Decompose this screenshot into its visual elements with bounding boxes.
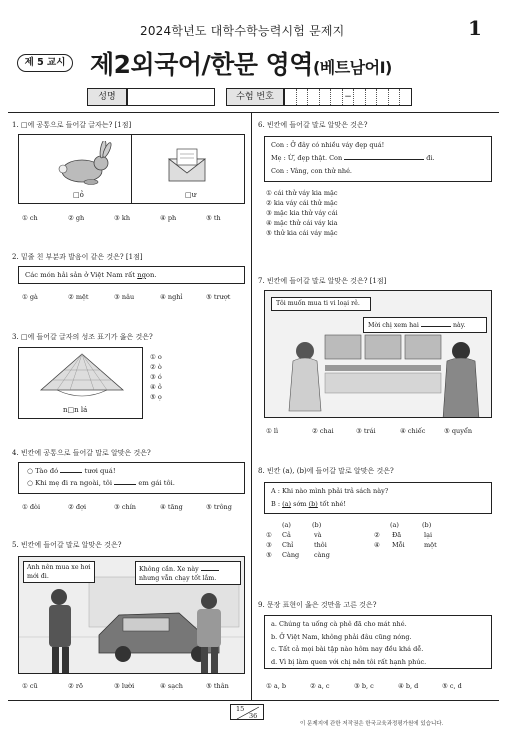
q1-option[interactable]: ① ch [22, 214, 38, 222]
q7-option[interactable]: ② chai [312, 427, 334, 435]
footer-divider [8, 700, 499, 701]
q5-option[interactable]: ③ lười [114, 682, 135, 690]
q1-prompt: 1. □에 공통으로 들어갈 글자는? [1점] [12, 121, 132, 129]
q7-option[interactable]: ① lì [266, 427, 279, 435]
rabbit-picture [49, 141, 119, 187]
q3-option[interactable]: ⑤ ọ [150, 393, 162, 401]
q2-option[interactable]: ① gà [22, 293, 38, 301]
q7-option[interactable]: ③ trái [356, 427, 376, 435]
q2-option[interactable]: ④ nghỉ [160, 293, 183, 301]
q7-options [266, 426, 488, 436]
q1-picture-box [18, 134, 245, 204]
q8-option[interactable]: ③ Chỉ thôi ④ Mỗi một [266, 541, 437, 549]
name-field[interactable] [127, 88, 215, 106]
footer-page-indicator [230, 704, 264, 720]
q5-option[interactable]: ② rõ [68, 682, 83, 690]
q1-option[interactable]: ③ kh [114, 214, 131, 222]
q9-option[interactable]: ① a, b [266, 682, 287, 690]
exam-title: 2024학년도 대학수학능력시험 문제지 [140, 24, 345, 38]
q6-option[interactable]: ④ mặc thử cái váy kia [266, 219, 338, 227]
q4-options [22, 502, 246, 512]
q2-option[interactable]: ⑤ trượt [206, 293, 231, 301]
session-label: 제 5 교시 [17, 54, 73, 72]
q3-caption: n□n lá [63, 406, 88, 414]
q9-prompt: 9. 문장 표현이 옳은 것만을 고른 것은? [258, 601, 377, 609]
q2-sentence-box: Các món hải sản ở Việt Nam rất ngon. [18, 266, 245, 284]
q8-option[interactable]: ① Cả và ② Đã lại [266, 531, 433, 539]
q1-option[interactable]: ⑤ th [206, 214, 221, 222]
q3-picture-box [18, 347, 143, 419]
q1-caption-left: □ỏ [73, 191, 84, 199]
subject-sub: (베트남어Ⅰ) [312, 58, 392, 77]
q3-option[interactable]: ② ò [150, 363, 162, 371]
q9-option[interactable]: ② a, c [310, 682, 330, 690]
envelope-picture [165, 145, 209, 185]
q2-options [22, 292, 246, 302]
exam-number-field[interactable]: − [284, 88, 412, 106]
exam-number-label: 수험 번호 [226, 88, 284, 106]
q9-sentence: a. Chúng ta uống cà phê đã cho mát nhé. [271, 620, 407, 628]
q2-option[interactable]: ③ nâu [114, 293, 135, 301]
conical-hat-picture [37, 352, 127, 402]
q4-option[interactable]: ⑤ trông [206, 503, 232, 511]
header-divider [8, 112, 499, 113]
q6-option[interactable]: ② kia váy cái thử mặc [266, 199, 338, 207]
q3-option[interactable]: ③ ó [150, 373, 162, 381]
q6-prompt: 6. 빈칸에 들어갈 말로 알맞은 것은? [258, 121, 368, 129]
q7-option[interactable]: ④ chiếc [400, 427, 426, 435]
q4-sentence-box: ○ Tào đó tươi quá! ○ Khi mẹ đi ra ngoài, tôi em gái tôi. [18, 462, 245, 494]
q6-options [266, 188, 338, 238]
q4-option[interactable]: ① đòi [22, 503, 41, 511]
q8-prompt: 8. 빈칸 (a), (b)에 들어갈 말로 알맞은 것은? [258, 467, 394, 475]
q9-options [266, 681, 486, 691]
q1-option[interactable]: ② gh [68, 214, 85, 222]
footer-page-current: 15 [236, 705, 245, 713]
q4-option[interactable]: ② đợi [68, 503, 87, 511]
q6-option[interactable]: ⑤ thử kia cái váy mặc [266, 229, 338, 237]
q5-option[interactable]: ④ sạch [160, 682, 183, 690]
name-label: 성명 [87, 88, 127, 106]
q7-bubble-right: Mời chị xem hai này. [363, 317, 487, 333]
q9-option[interactable]: ④ b, d [398, 682, 419, 690]
subject-main: 제2외국어/한문 영역 [90, 50, 313, 79]
q5-picture-box [18, 556, 245, 674]
q9-option[interactable]: ③ b, c [354, 682, 374, 690]
q5-bubble-left: Anh nên mua xe hơi mới đi. [23, 561, 95, 583]
q8-option[interactable]: ⑤ Càng càng [266, 551, 330, 559]
q5-prompt: 5. 빈칸에 들어갈 말로 알맞은 것은? [12, 541, 122, 549]
q9-sentence: c. Tất cả mọi bài tập nào hôm nay đều khá dễ. [271, 645, 424, 653]
copyright-note: 이 문제지에 관한 저작권은 한국교육과정평가원에 있습니다. [300, 721, 444, 727]
q5-option[interactable]: ① cũ [22, 682, 38, 690]
q6-option[interactable]: ① cái thử váy kia mặc [266, 189, 338, 197]
q4-option[interactable]: ④ tăng [160, 503, 183, 511]
q8-dialogue-box: A : Khi nào mình phải trả sách này? B : (a) sớm (b) tốt nhé! [264, 482, 492, 514]
q6-option[interactable]: ③ mặc kia thử váy cái [266, 209, 338, 217]
q5-option[interactable]: ⑤ thân [206, 682, 229, 690]
q3-option[interactable]: ④ ỏ [150, 383, 162, 391]
q1-options [22, 213, 246, 223]
q3-option[interactable]: ① o [150, 353, 162, 361]
q4-prompt: 4. 빈칸에 공통으로 들어갈 말로 알맞은 것은? [12, 449, 151, 457]
q1-caption-right: □ư [185, 191, 197, 199]
column-divider [251, 112, 252, 700]
q9-sentence: d. Vì bị làm quen với chị nên tôi rất hạnh phúc. [271, 657, 427, 666]
q7-option[interactable]: ⑤ quyển [444, 427, 473, 435]
q3-options [150, 352, 162, 402]
q6-dialogue-box: Con : Ở đây có nhiều váy đẹp quá! Mẹ : Ừ, đẹp thật. Con đi. Con : Vâng, con thử nhé. [264, 136, 492, 182]
q9-sentence: b. Ở Việt Nam, không phải đâu cũng nóng. [271, 632, 412, 641]
q9-sentences-box [264, 615, 492, 669]
q2-option[interactable]: ② mệt [68, 293, 89, 301]
q7-prompt: 7. 빈칸에 들어갈 말로 알맞은 것은? [1점] [258, 277, 387, 285]
q2-prompt: 2. 밑줄 친 부분과 발음이 같은 것은? [1점] [12, 253, 143, 261]
q1-option[interactable]: ④ ph [160, 214, 177, 222]
q8-options-table: (a) (b) (a) (b) ① Cả và ② Đã lại ③ Chỉ thôi ④ Mỗi một ⑤ Càng càng [266, 520, 486, 560]
q4-option[interactable]: ③ chín [114, 503, 136, 511]
q5-options [22, 681, 246, 691]
page-number: 1 [468, 16, 482, 40]
subject-title [90, 45, 392, 81]
footer-page-total: 36 [249, 712, 258, 720]
q3-prompt: 3. □에 들어갈 글자의 성조 표기가 옳은 것은? [12, 333, 153, 341]
q5-bubble-right: Không cần. Xe này nhưng vẫn chạy tốt lắm. [135, 561, 241, 585]
q2-underlined: ng [137, 271, 146, 279]
q9-option[interactable]: ⑤ c, d [442, 682, 462, 690]
q7-bubble-left: Tôi muốn mua ti vi loại rẻ. [271, 297, 371, 311]
q7-picture-box [264, 290, 492, 418]
